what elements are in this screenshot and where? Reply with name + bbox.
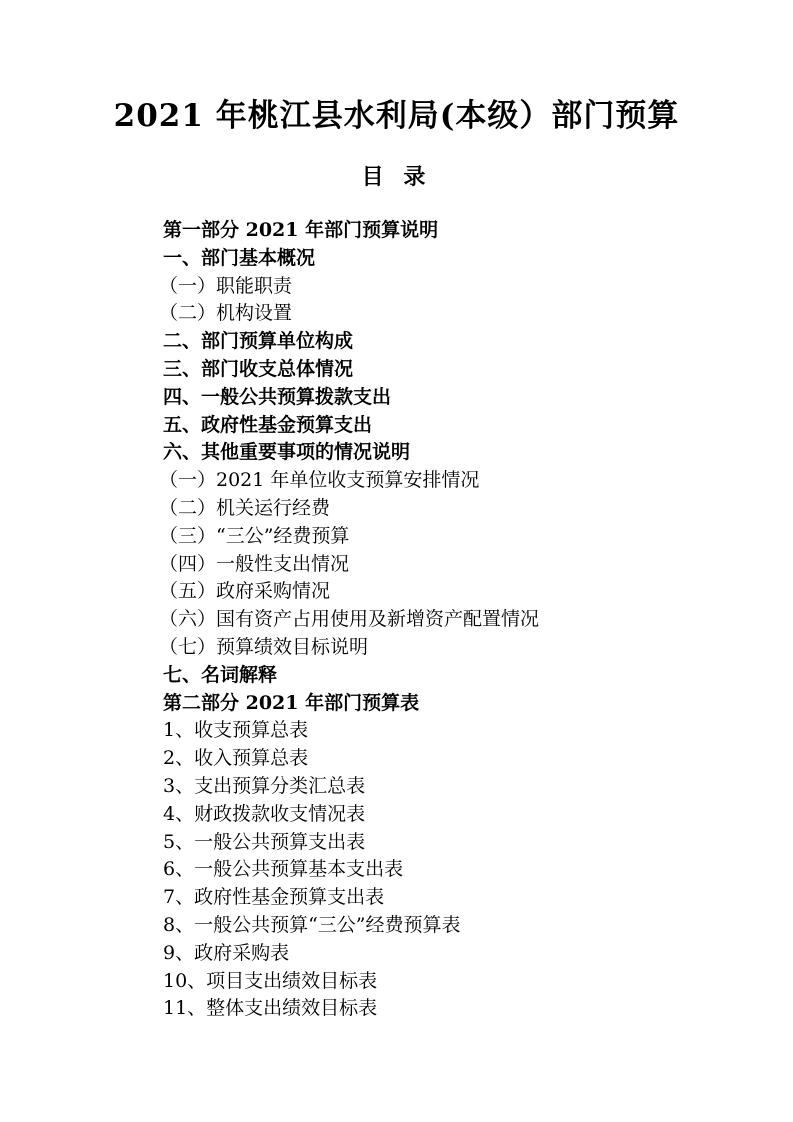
toc-item: （二）机构设置 <box>159 302 293 325</box>
toc-item: 7、政府性基金预算支出表 <box>163 886 385 909</box>
table-of-contents <box>159 217 540 1023</box>
toc-item: 4、财政拨款收支情况表 <box>163 802 366 825</box>
toc-item: 5、一般公共预算支出表 <box>163 830 366 853</box>
toc-item: 10、项目支出绩效目标表 <box>163 969 378 992</box>
toc-item: 8、一般公共预算“三公”经费预算表 <box>163 913 461 936</box>
toc-item: （三）“三公”经费预算 <box>159 524 350 547</box>
toc-item: 3、支出预算分类汇总表 <box>163 774 366 797</box>
toc-item: 五、政府性基金预算支出 <box>163 413 373 436</box>
toc-item: 六、其他重要事项的情况说明 <box>163 441 411 464</box>
toc-item: 二、部门预算单位构成 <box>163 330 354 353</box>
toc-item: （七）预算绩效目标说明 <box>159 635 369 658</box>
toc-item: 2、收入预算总表 <box>163 747 309 770</box>
toc-item: （一）职能职责 <box>159 274 293 297</box>
toc-item: 1、收支预算总表 <box>163 719 309 742</box>
toc-item: 第一部分 2021 年部门预算说明 <box>163 219 439 241</box>
toc-item: 一、部门基本概况 <box>163 246 316 269</box>
toc-item: 6、一般公共预算基本支出表 <box>163 858 404 881</box>
toc-item: 第二部分 2021 年部门预算表 <box>163 691 420 714</box>
toc-item: （一）2021 年单位收支预算安排情况 <box>159 469 480 492</box>
toc-heading: 目 录 <box>361 164 432 190</box>
document-title: 2021 年桃江县水利局(本级）部门预算 <box>113 98 680 134</box>
toc-item: （六）国有资产占用使用及新增资产配置情况 <box>159 608 540 631</box>
toc-item: 三、部门收支总体情况 <box>163 357 354 380</box>
toc-item: 11、整体支出绩效目标表 <box>163 997 378 1020</box>
toc-item: （五）政府采购情况 <box>159 580 331 603</box>
toc-item: 七、名词解释 <box>163 663 278 686</box>
toc-item: （四）一般性支出情况 <box>159 552 350 575</box>
toc-item: 9、政府采购表 <box>163 941 290 964</box>
toc-item: （二）机关运行经费 <box>159 496 331 519</box>
toc-item: 四、一般公共预算拨款支出 <box>163 385 392 408</box>
